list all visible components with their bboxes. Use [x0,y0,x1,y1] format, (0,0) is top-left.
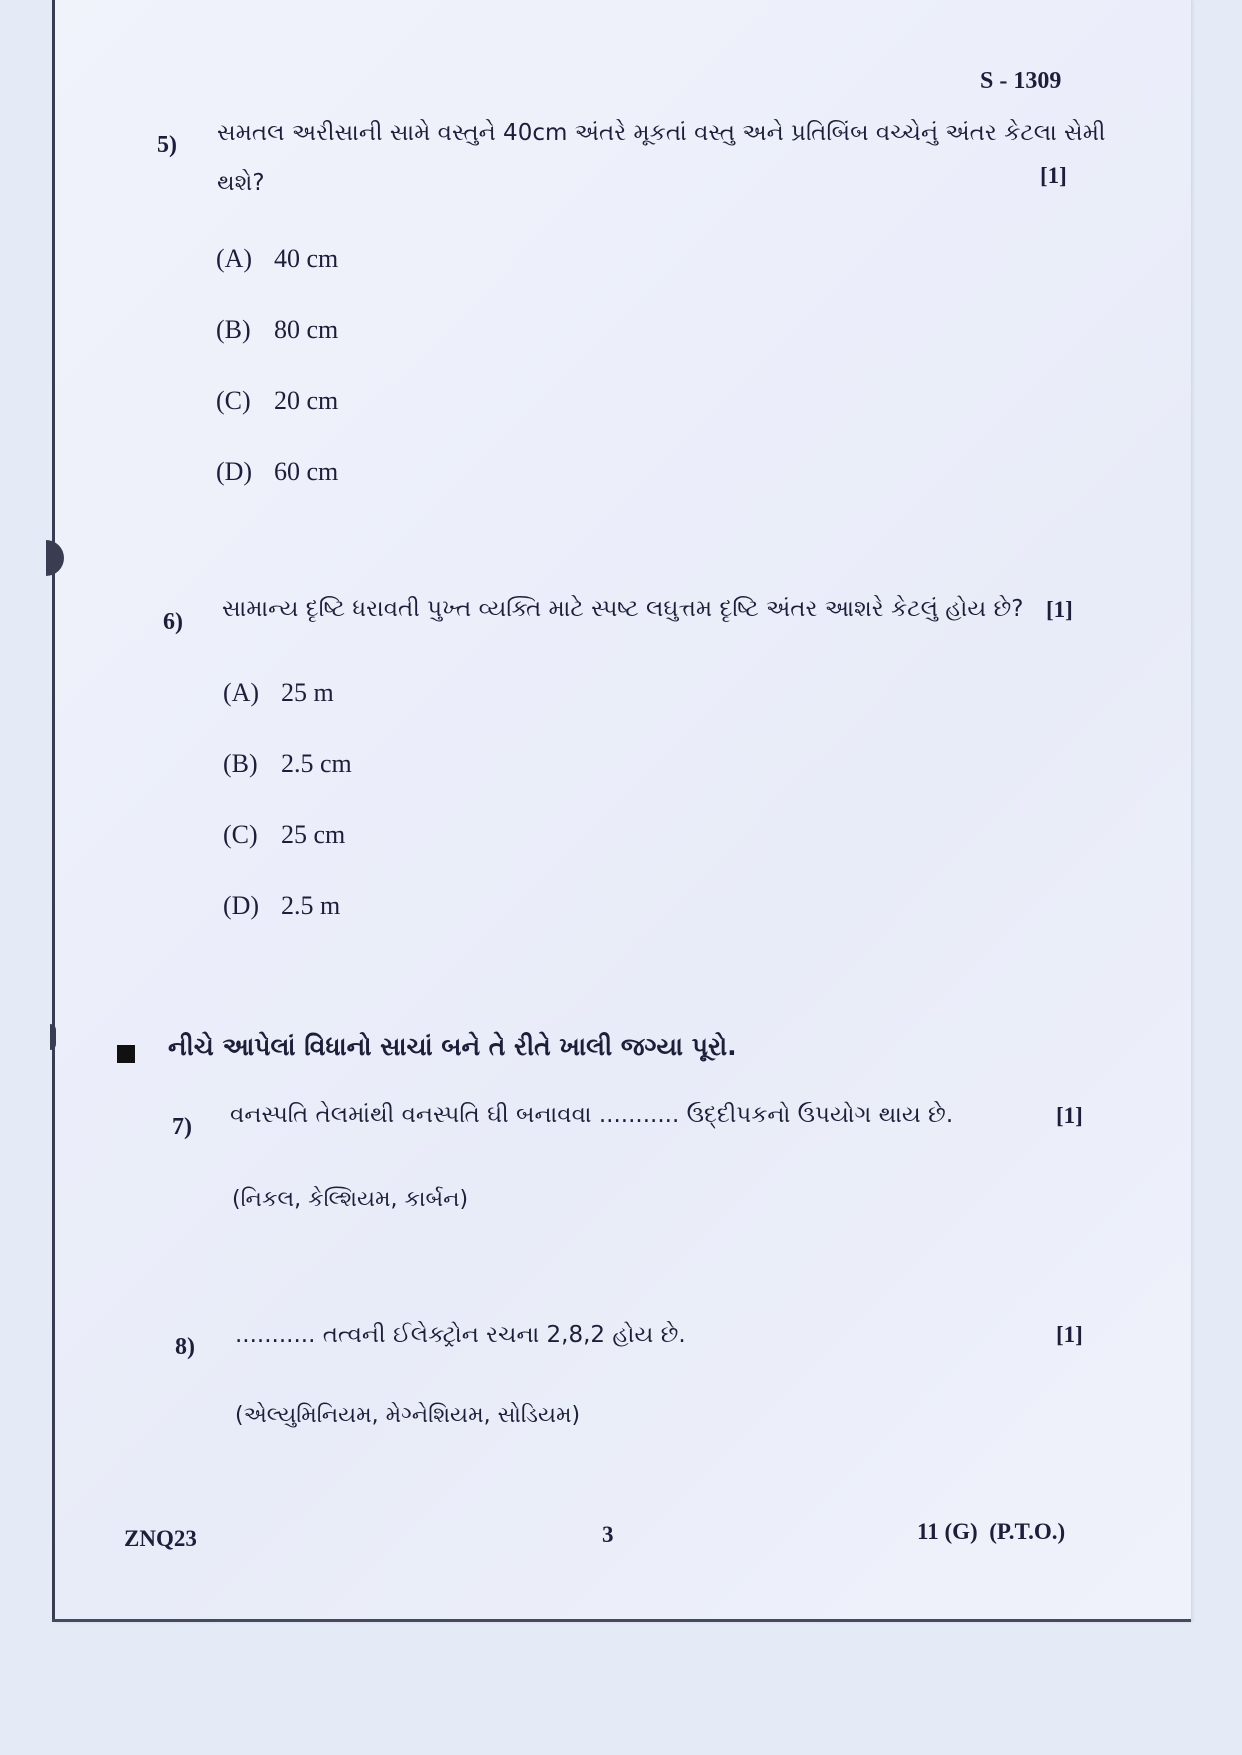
question-5-option-c [216,386,338,416]
question-5-text-line1: સમતલ અરીસાની સામે વસ્તુને 40cm અંતરે મૂકતાં વસ્તુ અને પ્રતિબિંબ વચ્ચેનું અંતર કેટલા સેમી [217,120,1106,146]
option-label: (D) [223,891,260,920]
paper-bottom-edge [52,1619,1191,1622]
question-5-number: 5) [157,132,177,158]
question-8-choices: (એલ્યુમિનિયમ, મેગ્નેશિયમ, સોડિયમ) [235,1403,581,1428]
option-label: (D) [216,457,253,486]
option-text: 25 cm [281,820,346,849]
question-6-option-c [223,820,345,850]
section-heading: નીચે આપેલાં વિધાનો સાચાં બને તે રીતે ખાલી જગ્યા પૂરો. [168,1032,737,1061]
question-6-number: 6) [163,609,183,635]
option-label: (C) [216,386,251,415]
option-text: 60 cm [274,457,339,486]
question-5-option-b [216,315,338,345]
question-7-number: 7) [172,1114,192,1140]
option-label: (C) [223,820,258,849]
paper-code: S - 1309 [980,68,1062,94]
question-6-option-d [223,891,340,921]
option-text: 25 m [281,678,334,707]
footer-pto: 11 (G) (P.T.O.) [917,1519,1066,1544]
footer-code: ZNQ23 [124,1526,197,1551]
question-7-choices: (નિકલ, કેલ્શિયમ, કાર્બન) [232,1187,469,1212]
question-6-marks: [1] [1046,597,1073,622]
option-text: 40 cm [274,244,339,273]
option-text: 2.5 m [281,891,341,920]
question-6-text: સામાન્ય દૃષ્ટિ ધરાવતી પુખ્ત વ્યક્તિ માટે સ્પષ્ટ લઘુત્તમ દૃષ્ટિ અંતર આશરે કેટલું હોય છે? [222,596,1024,622]
option-label: (B) [216,315,251,344]
option-label: (B) [223,749,258,778]
question-5-option-d [216,457,338,487]
option-text: 20 cm [274,386,339,415]
question-6-option-b [223,749,352,779]
section-bullet-icon [117,1045,135,1063]
question-7-text: વનસ્પતિ તેલમાંથી વનસ્પતિ ઘી બનાવવા ........... ઉદ્દીપકનો ઉપયોગ થાય છે. [230,1102,954,1128]
question-5-option-a [216,244,338,274]
question-7-marks: [1] [1056,1103,1083,1128]
question-8-number: 8) [175,1334,195,1360]
option-label: (A) [223,678,260,707]
page-number: 3 [602,1522,614,1547]
binding-notch-small [50,1024,56,1050]
option-label: (A) [216,244,253,273]
question-6-option-a [223,678,334,708]
question-5-marks: [1] [1040,163,1067,188]
option-text: 80 cm [274,315,339,344]
question-5-text-line2: થશે? [217,170,265,196]
option-text: 2.5 cm [281,749,352,778]
question-8-marks: [1] [1056,1322,1083,1347]
question-8-text: ........... તત્વની ઈલેક્ટ્રોન રચના 2,8,2 હોય છે. [235,1322,686,1348]
